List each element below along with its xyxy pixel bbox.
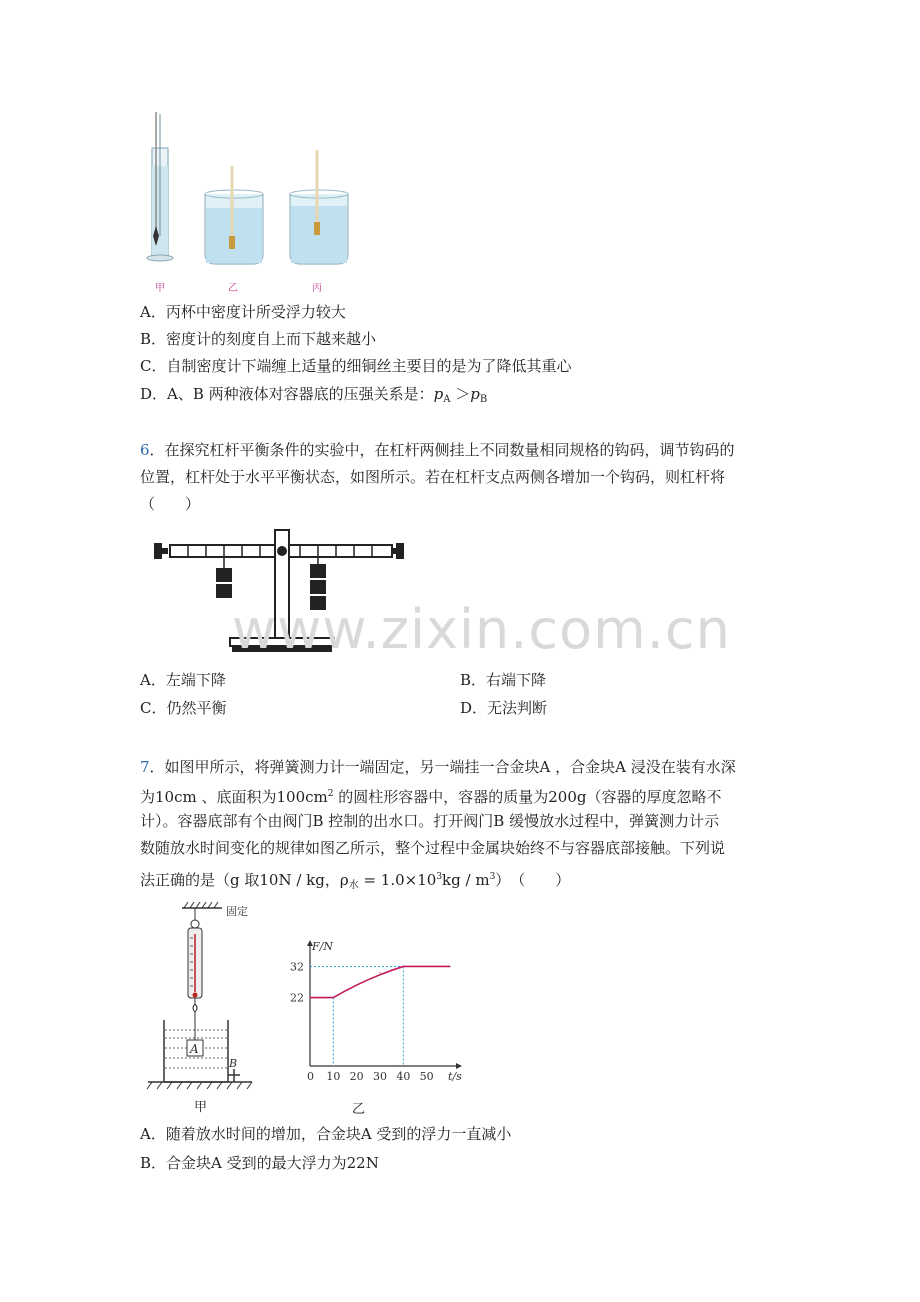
x-tick-label-10: 10: [326, 1070, 341, 1083]
q6-stem-text: ．在探究杠杆平衡条件的实验中，在杠杆两侧挂上不同数量相同规格的钩码，调节钩码的: [149, 441, 735, 459]
q7-line2-b: 的圆柱形容器中，容器的质量为200g（容器的厚度忽略不: [333, 788, 722, 806]
q7-option-a: A．随着放水时间的增加，合金块A 受到的浮力一直减小: [140, 1125, 512, 1143]
x-tick-label-0: 0: [307, 1070, 314, 1083]
hydrometer-figure: [140, 108, 370, 298]
q6-option-c: C．仍然平衡: [140, 699, 227, 717]
series-point-0: [309, 997, 310, 998]
q6-option-d: D．无法判断: [460, 699, 548, 717]
q7-line5-sup: 3: [436, 872, 443, 882]
q7-line5-b: = 1.0×10: [358, 871, 437, 889]
series-point-2: [356, 985, 357, 986]
x-tick-label-50: 50: [419, 1070, 434, 1083]
q7-option-b: B．合金块A 受到的最大浮力为22N: [140, 1154, 379, 1172]
q5-option-d: [140, 384, 487, 410]
watermark: www.zixin.com.cn: [232, 598, 731, 661]
force-time-chart: [284, 936, 464, 1086]
q6-stem-line1: [140, 440, 735, 460]
spring-scale-figure: [140, 898, 270, 1098]
cylinder-jia: [147, 112, 173, 261]
pressure-symbol-a: p: [433, 385, 444, 403]
comparison-sign: ＞: [450, 385, 471, 403]
figure-caption-yi: 乙: [352, 1102, 366, 1117]
q6-option-b: B．右端下降: [460, 671, 547, 689]
series-point-4: [403, 966, 404, 967]
q6-stem-line2: 位置，杠杆处于水平平衡状态，如图所示。若在杠杆支点两侧各增加一个钩码，则杠杆将: [140, 468, 726, 486]
q7-number: 7: [140, 758, 150, 776]
series-point-5: [449, 966, 450, 967]
x-axis-label: t/s: [448, 1070, 462, 1083]
figure-label-yi: 乙: [228, 283, 238, 294]
q5-option-d-text: D．A、B 两种液体对容器底的压强关系是：: [140, 385, 434, 403]
pressure-symbol-b: p: [470, 385, 480, 403]
subscript-a: A: [443, 394, 451, 405]
y-tick-label-22: 22: [290, 991, 304, 1005]
x-tick-label-40: 40: [396, 1070, 411, 1083]
q7-stem-line4: 数随放水时间变化的规律如图乙所示，整个过程中金属块始终不与容器底部接触。下列说: [140, 839, 726, 857]
q6-stem-line3: （ ）: [140, 495, 201, 513]
valve-label: B: [229, 1057, 238, 1070]
series-line-0: [310, 966, 450, 997]
q7-line5-sub: 水: [348, 880, 359, 891]
q7-line2-sup: 2: [327, 789, 334, 799]
y-tick-label-32: 32: [290, 960, 304, 974]
beaker-yi: [205, 166, 263, 264]
figure-caption-jia: 甲: [194, 1100, 208, 1115]
figure-label-jia: 甲: [155, 283, 165, 294]
q7-line2-a: 为10cm 、底面积为100cm: [140, 788, 328, 806]
block-label: A: [190, 1042, 199, 1056]
x-axis-arrow: [456, 1063, 462, 1069]
q5-option-a: A．丙杯中密度计所受浮力较大: [140, 303, 346, 321]
beaker-bing: [290, 150, 348, 264]
q7-line5-c: kg / m: [442, 871, 490, 889]
y-axis-label: F/N: [312, 940, 333, 953]
q7-line5-d: ） （ ）: [495, 871, 571, 889]
fixed-label: 固定: [226, 905, 248, 918]
q7-stem-line5: [140, 867, 570, 896]
subscript-b: B: [479, 394, 488, 405]
figure-label-bing: 丙: [312, 283, 322, 294]
series-point-1: [333, 997, 334, 998]
q6-number: 6: [140, 441, 150, 459]
series-point-3: [379, 972, 380, 973]
q7-stem-text: ．如图甲所示，将弹簧测力计一端固定，另一端挂一合金块A ，合金块A 浸没在装有水深: [149, 758, 736, 776]
q5-option-b: B．密度计的刻度自上而下越来越小: [140, 330, 377, 348]
x-tick-label-30: 30: [373, 1070, 387, 1083]
q7-stem-line3: 计）。容器底部有个由阀门B 控制的出水口。打开阀门B 缓慢放水过程中，弹簧测力计示: [140, 812, 720, 830]
q5-option-c: C．自制密度计下端缠上适量的细铜丝主要目的是为了降低其重心: [140, 357, 572, 375]
q7-stem-line2: [140, 784, 722, 807]
q7-line5-sup2: 3: [489, 872, 496, 882]
q6-option-a: A．左端下降: [140, 671, 226, 689]
q7-line5-a: 法正确的是（g 取10N / kg，ρ: [140, 871, 349, 889]
x-tick-label-20: 20: [349, 1070, 364, 1083]
q7-stem-line1: [140, 757, 736, 777]
